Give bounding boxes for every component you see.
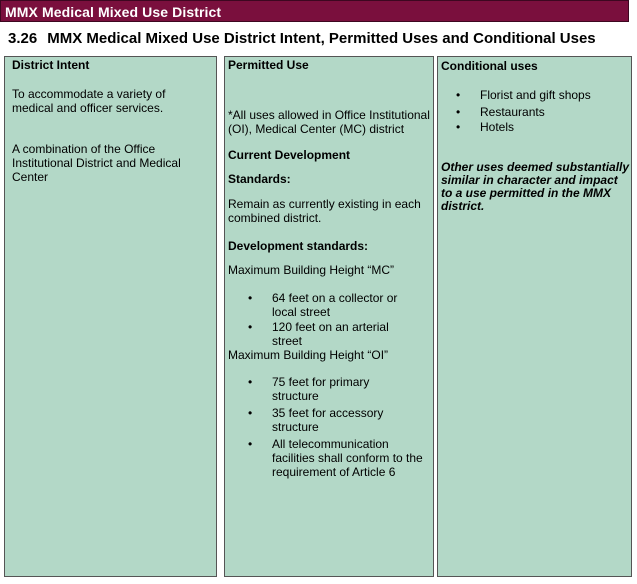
district-banner	[0, 0, 629, 22]
oi-item-2: 35 feet for accessory structure	[272, 406, 384, 434]
oi-item-3: All telecommunication facilities shall conform to the requirement of Article 6	[272, 437, 423, 479]
oi-item-1: 75 feet for primary structure	[272, 375, 370, 403]
oi-height-label: Maximum Building Height “OI”	[228, 348, 389, 362]
mc-item-1: 64 feet on a collector or local street	[272, 291, 398, 319]
district-intent-paragraph-1: To accommodate a variety of medical and officer services.	[12, 87, 166, 115]
standards-header: Standards:	[228, 172, 291, 186]
conditional-uses-header: Conditional uses	[441, 59, 538, 73]
list-bullet: •	[456, 105, 461, 119]
current-development-header: Current Development	[228, 148, 351, 162]
permitted-use-header: Permitted Use	[228, 58, 309, 72]
list-bullet: •	[456, 120, 461, 134]
district-intent-paragraph-2: A combination of the Office Institutional District and Medical Center	[12, 142, 181, 184]
list-bullet: •	[248, 320, 253, 334]
permitted-use-column	[224, 56, 434, 577]
conditional-item-3: Hotels	[480, 120, 515, 134]
conditional-uses-column	[437, 56, 632, 577]
banner-title: MMX Medical Mixed Use District	[5, 4, 222, 20]
conditional-item-2: Restaurants	[480, 105, 545, 119]
list-bullet: •	[248, 437, 253, 451]
list-bullet: •	[456, 88, 461, 102]
district-intent-header: District Intent	[12, 58, 90, 72]
mc-height-label: Maximum Building Height “MC”	[228, 263, 395, 277]
development-standards-header: Development standards:	[228, 239, 369, 253]
section-number: 3.26	[8, 30, 38, 47]
section-heading	[8, 30, 596, 47]
mc-item-2: 120 feet on an arterial street	[272, 320, 389, 348]
list-bullet: •	[248, 375, 253, 389]
conditional-item-1: Florist and gift shops	[480, 88, 591, 102]
section-title: MMX Medical Mixed Use District Intent, Permitted Uses and Conditional Uses	[47, 30, 596, 47]
list-bullet: •	[248, 406, 253, 420]
standards-text: Remain as currently existing in each combined district.	[228, 197, 421, 225]
list-bullet: •	[248, 291, 253, 305]
district-intent-column	[4, 56, 217, 577]
permitted-use-intro: *All uses allowed in Office Institutional (OI), Medical Center (MC) district	[228, 108, 430, 136]
conditional-uses-note: Other uses deemed substantially similar in character and impact to a use permitted in the MMX district.	[441, 160, 630, 213]
